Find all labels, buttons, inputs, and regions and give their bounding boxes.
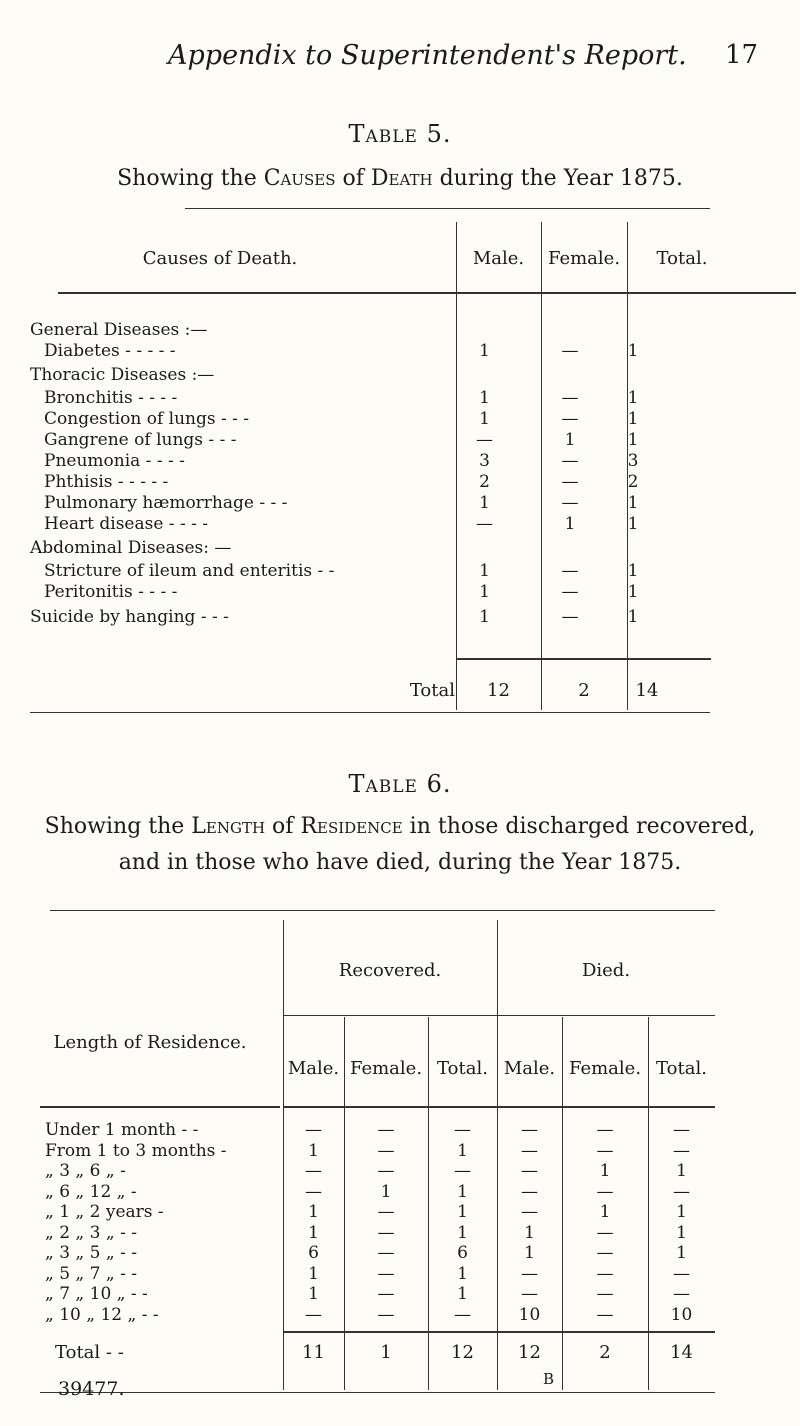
table6-header-died-male: Male. — [503, 1058, 556, 1079]
value-cell: — — [454, 1304, 471, 1325]
value-cell: — — [521, 1263, 538, 1284]
cause-cell: Bronchitis - - - - — [44, 388, 178, 408]
spacer-cell — [406, 603, 442, 631]
length-cell: „ 6 „ 12 „ - — [45, 1181, 137, 1202]
table5-header-female: Female. — [547, 248, 621, 269]
cause-cell: General Diseases :— — [30, 320, 208, 340]
table5-row — [30, 320, 653, 341]
female-cell: — — [561, 409, 579, 429]
female-cell: — — [561, 472, 579, 492]
female-cell: — — [561, 582, 579, 602]
table5-row — [30, 341, 653, 362]
table6-total-died-male: 12 — [518, 1342, 541, 1363]
cause-cell: Stricture of ileum and enteritis - - — [44, 561, 335, 581]
value-cell: — — [377, 1304, 395, 1325]
value-cell: — — [377, 1284, 395, 1304]
length-cell: From 1 to 3 months - — [45, 1140, 227, 1161]
table6-bottom-rule — [40, 1392, 715, 1393]
female-cell: — — [561, 561, 579, 581]
table5 — [30, 320, 653, 631]
value-cell: — — [305, 1161, 322, 1181]
spacer-cell — [406, 472, 442, 493]
table5-bottom-rule — [30, 712, 710, 713]
table5-row — [30, 603, 653, 631]
spacer-cell — [406, 582, 442, 603]
total-cell: 2 — [627, 472, 639, 492]
male-cell: 1 — [479, 582, 490, 602]
value-cell: — — [596, 1222, 614, 1243]
cause-cell: Peritonitis - - - - — [44, 582, 178, 602]
value-cell: — — [521, 1284, 538, 1304]
value-cell: 10 — [670, 1304, 693, 1325]
table5-row — [30, 535, 653, 561]
value-cell: 10 — [518, 1304, 541, 1325]
cause-cell: Diabetes - - - - - — [44, 341, 176, 361]
male-cell — [442, 320, 527, 341]
male-cell: 1 — [479, 561, 490, 581]
value-cell: — — [305, 1120, 322, 1140]
table6-header-died-total: Total. — [656, 1058, 707, 1079]
female-cell — [527, 535, 613, 561]
table5-title: Table 5. — [348, 120, 452, 148]
table5-total-female: 2 — [578, 680, 590, 701]
table5-total-label: Total — [409, 680, 455, 701]
table5-subtitle-part: Death — [370, 166, 433, 191]
table6-total-died-total: 14 — [670, 1342, 693, 1363]
table5-row — [30, 409, 653, 430]
table6-header-died: Died. — [581, 960, 631, 981]
total-cell: 1 — [627, 409, 639, 429]
table5-header-male: Male. — [472, 248, 525, 269]
length-cell: „ 3 „ 5 „ - - — [45, 1243, 137, 1263]
table6-header-died-female: Female. — [568, 1058, 642, 1079]
table5-subtitle-part: during the Year 1875. — [432, 166, 683, 191]
total-cell: 1 — [627, 493, 639, 513]
table6 — [45, 1120, 715, 1325]
value-cell: 1 — [599, 1161, 611, 1181]
value-cell: 1 — [524, 1243, 535, 1263]
table6-top-rule — [50, 910, 715, 911]
value-cell: 1 — [676, 1222, 687, 1243]
spacer-cell — [406, 341, 442, 362]
value-cell: 6 — [308, 1243, 319, 1263]
table6-title: Table 6. — [348, 770, 452, 798]
total-cell: 1 — [627, 388, 639, 408]
total-cell — [613, 535, 653, 561]
female-cell: — — [561, 606, 579, 627]
female-cell — [527, 362, 613, 388]
table6-total-label: Total - - — [55, 1342, 124, 1363]
male-cell: 1 — [479, 409, 490, 429]
total-cell: 1 — [627, 341, 639, 361]
male-cell: 1 — [479, 493, 490, 513]
footer-signature-mark: 39477. — [58, 1378, 125, 1400]
total-cell — [613, 362, 653, 388]
male-cell: 3 — [479, 451, 490, 471]
table5-row — [30, 561, 653, 582]
female-cell: — — [561, 388, 579, 408]
spacer-cell — [406, 320, 442, 341]
value-cell: 1 — [457, 1202, 468, 1222]
table6-row — [45, 1161, 715, 1182]
value-cell: — — [596, 1263, 614, 1284]
value-cell: — — [521, 1161, 538, 1181]
female-cell — [527, 320, 613, 341]
table6-row — [45, 1182, 715, 1203]
female-cell: — — [561, 493, 579, 513]
table6-subtitle-part: Showing the — [44, 814, 192, 839]
male-cell — [442, 535, 527, 561]
female-cell: — — [561, 451, 579, 471]
value-cell: — — [377, 1202, 395, 1222]
value-cell: — — [377, 1263, 395, 1284]
table6-row — [45, 1223, 715, 1244]
length-cell: „ 2 „ 3 „ - - — [45, 1222, 137, 1243]
total-cell: 3 — [627, 451, 639, 471]
table6-subtitle-line2: and in those who have died, during the Year 1875. — [118, 850, 682, 875]
male-cell: 1 — [479, 606, 490, 627]
table6-subtitle-part: Length — [191, 814, 266, 839]
table5-row — [30, 388, 653, 409]
length-cell: „ 7 „ 10 „ - - — [45, 1284, 148, 1304]
total-cell — [613, 320, 653, 341]
value-cell: — — [521, 1120, 538, 1140]
cause-cell: Thoracic Diseases :— — [30, 364, 215, 385]
value-cell: 1 — [676, 1202, 687, 1222]
value-cell: 1 — [308, 1140, 319, 1161]
footer-gathering-mark: B — [543, 1370, 555, 1388]
cause-cell: Congestion of lungs - - - — [44, 409, 250, 429]
value-cell: — — [673, 1181, 690, 1202]
cause-cell: Phthisis - - - - - — [44, 472, 169, 492]
total-cell: 1 — [627, 582, 639, 602]
table5-row — [30, 430, 653, 451]
table6-subtitle-part: of — [265, 814, 301, 839]
table5-row — [30, 514, 653, 535]
cause-cell: Suicide by hanging - - - — [30, 606, 229, 627]
total-cell: 1 — [627, 606, 639, 627]
value-cell: — — [596, 1243, 614, 1263]
table6-row — [45, 1202, 715, 1223]
table6-total-rec-male: 11 — [302, 1342, 325, 1363]
value-cell: 1 — [524, 1222, 535, 1243]
running-head-title: Appendix to Superintendent's Report. — [168, 40, 687, 71]
table6-total-rec-total: 12 — [451, 1342, 474, 1363]
female-cell: 1 — [564, 514, 576, 534]
value-cell: — — [377, 1161, 395, 1181]
value-cell: — — [596, 1120, 614, 1140]
value-cell: — — [596, 1304, 614, 1325]
value-cell: — — [305, 1181, 322, 1202]
cause-cell: Gangrene of lungs - - - — [44, 430, 237, 450]
table6-row — [45, 1243, 715, 1264]
value-cell: 1 — [308, 1263, 319, 1284]
table5-row — [30, 451, 653, 472]
table5-row — [30, 472, 653, 493]
spacer-cell — [406, 388, 442, 409]
female-cell: 1 — [564, 430, 576, 450]
value-cell: 1 — [308, 1222, 319, 1243]
table5-header-rule — [58, 292, 796, 294]
spacer-cell — [406, 535, 442, 561]
spacer-cell — [406, 561, 442, 582]
table6-total-rec-female: 1 — [380, 1342, 392, 1363]
spacer-cell — [406, 362, 442, 388]
value-cell: 1 — [599, 1202, 611, 1222]
value-cell: — — [377, 1120, 395, 1140]
table6-header-rec-female: Female. — [349, 1058, 423, 1079]
table6-row — [45, 1284, 715, 1305]
male-cell: 1 — [479, 341, 490, 361]
value-cell: — — [596, 1140, 614, 1161]
female-cell: — — [561, 341, 579, 361]
value-cell: 1 — [676, 1161, 687, 1181]
table6-header-rec-male: Male. — [287, 1058, 340, 1079]
table5-header-total: Total. — [656, 248, 708, 269]
value-cell: 1 — [457, 1181, 468, 1202]
total-cell: 1 — [627, 561, 639, 581]
value-cell: — — [377, 1222, 395, 1243]
table6-total-rule — [283, 1331, 715, 1333]
spacer-cell — [406, 514, 442, 535]
table5-header-cause: Causes of Death. — [142, 248, 298, 269]
table5-subtitle-part: Causes — [263, 166, 336, 191]
spacer-cell — [406, 430, 442, 451]
table6-row — [45, 1141, 715, 1162]
length-cell: Under 1 month - - — [45, 1120, 199, 1140]
value-cell: — — [454, 1161, 471, 1181]
value-cell: — — [305, 1304, 322, 1325]
spacer-cell — [406, 409, 442, 430]
value-cell: 1 — [457, 1222, 468, 1243]
table5-subtitle-part: of — [335, 166, 371, 191]
male-cell: — — [476, 430, 493, 450]
table6-row — [45, 1120, 715, 1141]
table5-row — [30, 582, 653, 603]
value-cell: — — [673, 1263, 690, 1284]
running-head — [0, 38, 800, 78]
value-cell: 1 — [457, 1284, 468, 1304]
length-cell: „ 10 „ 12 „ - - — [45, 1304, 159, 1325]
value-cell: — — [521, 1181, 538, 1202]
table6-header-rule-right — [283, 1106, 715, 1108]
table6-total-died-female: 2 — [599, 1342, 611, 1363]
table5-row — [30, 362, 653, 388]
value-cell: 1 — [380, 1181, 392, 1202]
table6-header-length: Length of Residence. — [53, 1032, 247, 1053]
value-cell: 1 — [308, 1202, 319, 1222]
table6-subtitle-part: in those discharged recovered, — [402, 814, 756, 839]
spacer-cell — [406, 493, 442, 514]
value-cell: — — [596, 1284, 614, 1304]
table6-header-rule-left — [40, 1106, 280, 1108]
value-cell: — — [596, 1181, 614, 1202]
length-cell: „ 1 „ 2 years - — [45, 1202, 164, 1222]
table6-row — [45, 1264, 715, 1285]
value-cell: 1 — [457, 1263, 468, 1284]
table5-row — [30, 493, 653, 514]
cause-cell: Heart disease - - - - — [44, 514, 208, 534]
value-cell: — — [673, 1140, 690, 1161]
value-cell: — — [454, 1120, 471, 1140]
table5-subtitle — [0, 162, 800, 196]
spacer-cell — [406, 451, 442, 472]
value-cell: — — [673, 1120, 690, 1140]
length-cell: „ 5 „ 7 „ - - — [45, 1263, 137, 1284]
male-cell: 1 — [479, 388, 490, 408]
value-cell: 1 — [457, 1140, 468, 1161]
cause-cell: Abdominal Diseases: — — [30, 537, 232, 558]
male-cell: 2 — [479, 472, 490, 492]
table5-subtitle-part: Showing the — [117, 166, 264, 191]
table5-top-rule — [185, 208, 710, 209]
male-cell: — — [476, 514, 493, 534]
total-cell: 1 — [627, 514, 639, 534]
page-number: 17 — [725, 40, 759, 70]
value-cell: 1 — [676, 1243, 687, 1263]
value-cell: — — [673, 1284, 690, 1304]
table5-total-male: 12 — [487, 680, 510, 701]
male-cell — [442, 362, 527, 388]
cause-cell: Pneumonia - - - - — [44, 451, 185, 471]
value-cell: — — [521, 1140, 538, 1161]
value-cell: — — [377, 1140, 395, 1161]
table6-mid-rule — [283, 1015, 715, 1016]
value-cell: — — [521, 1202, 538, 1222]
length-cell: „ 3 „ 6 „ - — [45, 1161, 126, 1181]
table6-subtitle-line1 — [0, 810, 800, 844]
table6-header-rec-total: Total. — [437, 1058, 488, 1079]
table5-total-rule — [456, 658, 711, 660]
table5-total-total: 14 — [635, 680, 659, 701]
table6-row — [45, 1305, 715, 1326]
value-cell: 1 — [308, 1284, 319, 1304]
total-cell: 1 — [627, 430, 639, 450]
table6-subtitle-part: Residence — [300, 814, 403, 839]
table6-header-recovered: Recovered. — [338, 960, 442, 981]
value-cell: 6 — [457, 1243, 468, 1263]
cause-cell: Pulmonary hæmorrhage - - - — [44, 493, 288, 513]
value-cell: — — [377, 1243, 395, 1263]
